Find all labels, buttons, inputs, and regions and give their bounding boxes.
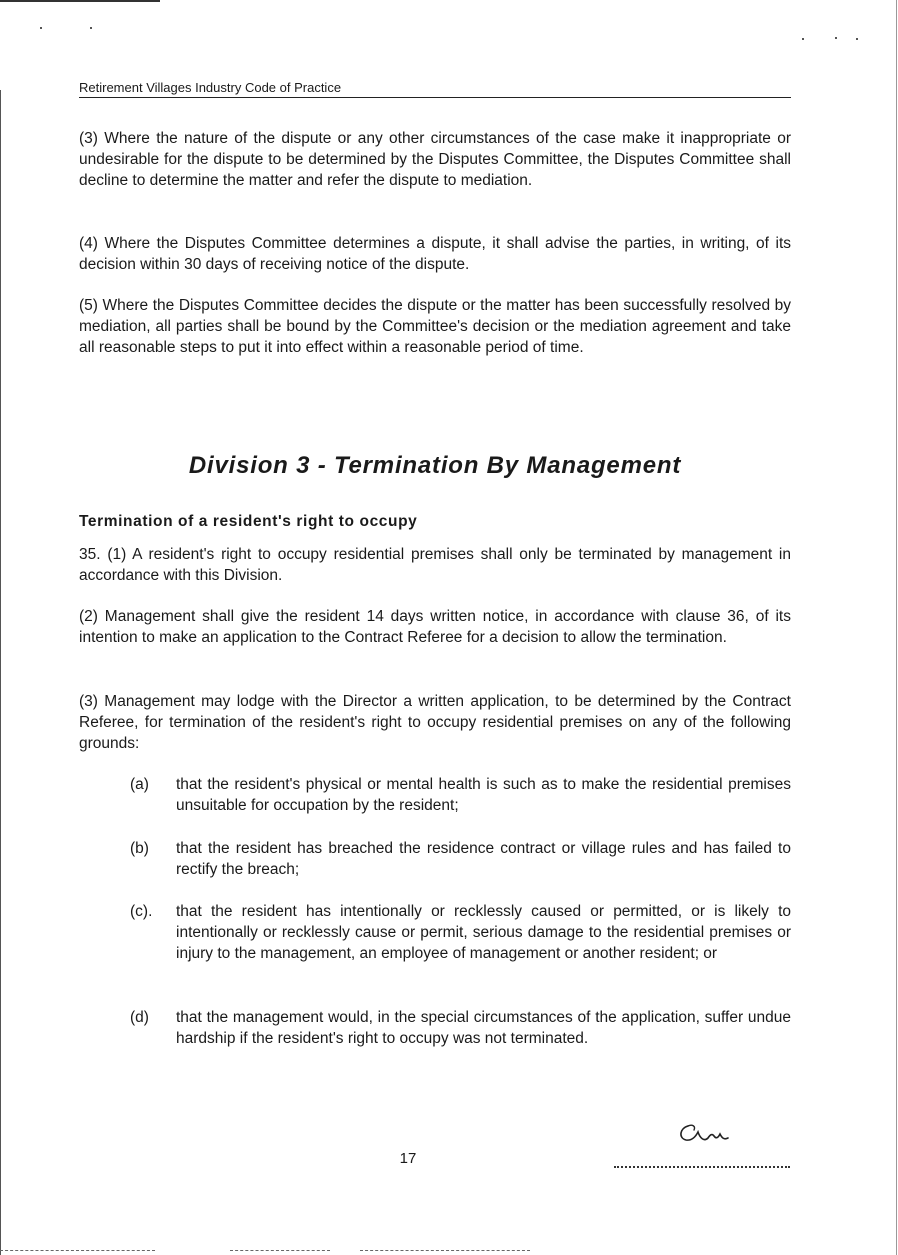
scan-speck bbox=[802, 38, 804, 40]
clause-35-1: 35. (1) A resident's right to occupy residential premises shall only be terminated by management in accordance with this Division. bbox=[79, 546, 791, 584]
list-item-label: (c). bbox=[130, 903, 153, 920]
scan-speck bbox=[90, 27, 92, 29]
page-number: 17 bbox=[399, 1150, 417, 1167]
scan-edge-top bbox=[0, 0, 160, 2]
list-item-text: that the resident's physical or mental health is such as to make the residential premises unsuitable for occupation by the resident; bbox=[176, 776, 791, 814]
scan-edge-left bbox=[0, 90, 1, 1255]
scan-noise-bottom bbox=[0, 1250, 155, 1251]
paragraph-5-bound-by-decision: (5) Where the Disputes Committee decides the dispute or the matter has been successfully resolved by mediation, all parties shall be bound by the Committee's decision or the mediation agreement and take all reasonable steps to put it into effect within a reasonable period of time. bbox=[79, 297, 791, 356]
list-item-label: (d) bbox=[130, 1009, 149, 1026]
clause-35-2: (2) Management shall give the resident 14 days written notice, in accordance with clause 36, of its intention to make an application to the Contract Referee for a decision to allow the termination. bbox=[79, 608, 791, 646]
scan-speck bbox=[856, 38, 858, 40]
signature-icon bbox=[674, 1118, 744, 1152]
paragraph-3-dispute-mediation: (3) Where the nature of the dispute or any other circumstances of the case make it inappropriate or undesirable for the dispute to be determined by the Disputes Committee, the Disputes Committee shall decline to determine the matter and refer the dispute to mediation. bbox=[79, 130, 791, 189]
section-heading: Termination of a resident's right to occupy bbox=[79, 513, 418, 530]
scan-speck bbox=[40, 27, 42, 29]
clause-35-3: (3) Management may lodge with the Director a written application, to be determined by the Contract Referee, for termination of the resident's right to occupy residential premises on any of the following grounds: bbox=[79, 693, 791, 752]
list-item-label: (a) bbox=[130, 776, 149, 793]
scan-noise-bottom bbox=[230, 1250, 330, 1251]
signature-line bbox=[614, 1166, 790, 1168]
running-header: Retirement Villages Industry Code of Practice bbox=[79, 80, 791, 98]
signature-area bbox=[614, 1118, 790, 1168]
paragraph-4-dispute-decision: (4) Where the Disputes Committee determines a dispute, it shall advise the parties, in writing, of its decision within 30 days of receiving notice of the dispute. bbox=[79, 235, 791, 273]
list-item-text: that the management would, in the special circumstances of the application, suffer undue hardship if the resident's right to occupy was not terminated. bbox=[176, 1009, 791, 1047]
list-item-text: that the resident has intentionally or recklessly caused or permitted, or is likely to intentionally or recklessly cause or permit, serious damage to the residential premises or injury to the management, an employee of management or another resident; or bbox=[176, 903, 791, 962]
list-item-text: that the resident has breached the residence contract or village rules and has failed to rectify the breach; bbox=[176, 840, 791, 878]
scan-noise-bottom bbox=[360, 1250, 530, 1251]
list-item-label: (b) bbox=[130, 840, 149, 857]
scan-edge-right bbox=[896, 0, 897, 1255]
division-title: Division 3 - Termination By Management bbox=[188, 452, 682, 479]
scan-speck bbox=[835, 37, 837, 39]
